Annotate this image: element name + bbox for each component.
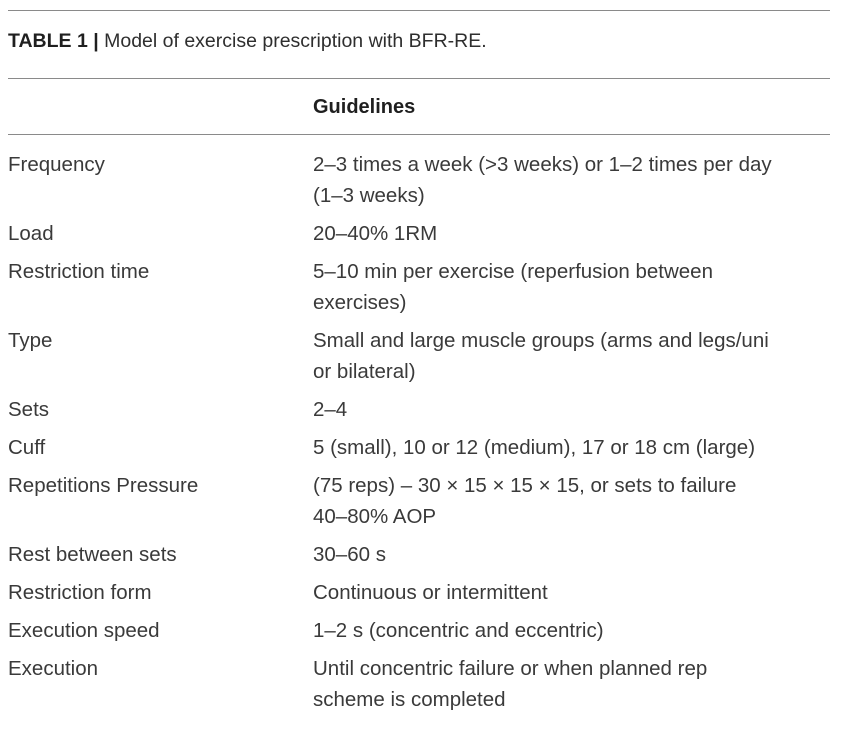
guideline-line: 1–2 s (concentric and eccentric) <box>313 619 604 642</box>
row-guideline <box>313 577 833 608</box>
guideline-line: Small and large muscle groups (arms and legs/uni <box>313 329 769 352</box>
caption-rule <box>8 78 830 79</box>
guideline-line: 40–80% AOP <box>313 505 437 528</box>
guideline-line: (1–3 weeks) <box>313 184 425 207</box>
guideline-line: 2–4 <box>313 398 348 421</box>
row-parameter: Frequency <box>8 153 105 176</box>
guideline-line: 5 (small), 10 or 12 (medium), 17 or 18 cm (large) <box>313 436 756 459</box>
top-rule <box>8 10 830 11</box>
guideline-line: (75 reps) – 30 × 15 × 15 × 15, or sets to failure <box>313 474 737 497</box>
guideline-line: 30–60 s <box>313 543 386 566</box>
guideline-line: Until concentric failure or when planned rep <box>313 657 708 680</box>
caption-separator: | <box>93 30 99 52</box>
caption-text: Model of exercise prescription with BFR-RE. <box>104 30 487 52</box>
row-parameter: Execution speed <box>8 619 160 642</box>
row-guideline <box>313 615 833 646</box>
column-header-guidelines: Guidelines <box>313 96 416 118</box>
row-guideline <box>313 218 833 249</box>
row-parameter: Sets <box>8 398 50 421</box>
guideline-line: scheme is completed <box>313 688 506 711</box>
row-guideline <box>313 394 833 425</box>
guideline-line: or bilateral) <box>313 360 416 383</box>
row-guideline <box>313 470 833 532</box>
row-parameter: Restriction form <box>8 581 152 604</box>
row-parameter: Repetitions Pressure <box>8 474 199 497</box>
table-caption <box>8 28 487 54</box>
guideline-line: 20–40% 1RM <box>313 222 438 245</box>
row-guideline <box>313 149 833 211</box>
row-guideline <box>313 539 833 570</box>
header-rule <box>8 134 830 135</box>
row-parameter: Type <box>8 329 53 352</box>
guideline-line: 2–3 times a week (>3 weeks) or 1–2 times per day <box>313 153 772 176</box>
row-guideline <box>313 325 833 387</box>
row-parameter: Load <box>8 222 54 245</box>
table-label: TABLE 1 <box>8 30 88 52</box>
row-parameter: Execution <box>8 657 99 680</box>
row-guideline <box>313 432 833 463</box>
guideline-line: exercises) <box>313 291 407 314</box>
row-parameter: Cuff <box>8 436 46 459</box>
guideline-line: 5–10 min per exercise (reperfusion between <box>313 260 713 283</box>
row-guideline <box>313 653 833 715</box>
row-parameter: Restriction time <box>8 260 150 283</box>
row-parameter: Rest between sets <box>8 543 177 566</box>
guideline-line: Continuous or intermittent <box>313 581 548 604</box>
row-guideline <box>313 256 833 318</box>
